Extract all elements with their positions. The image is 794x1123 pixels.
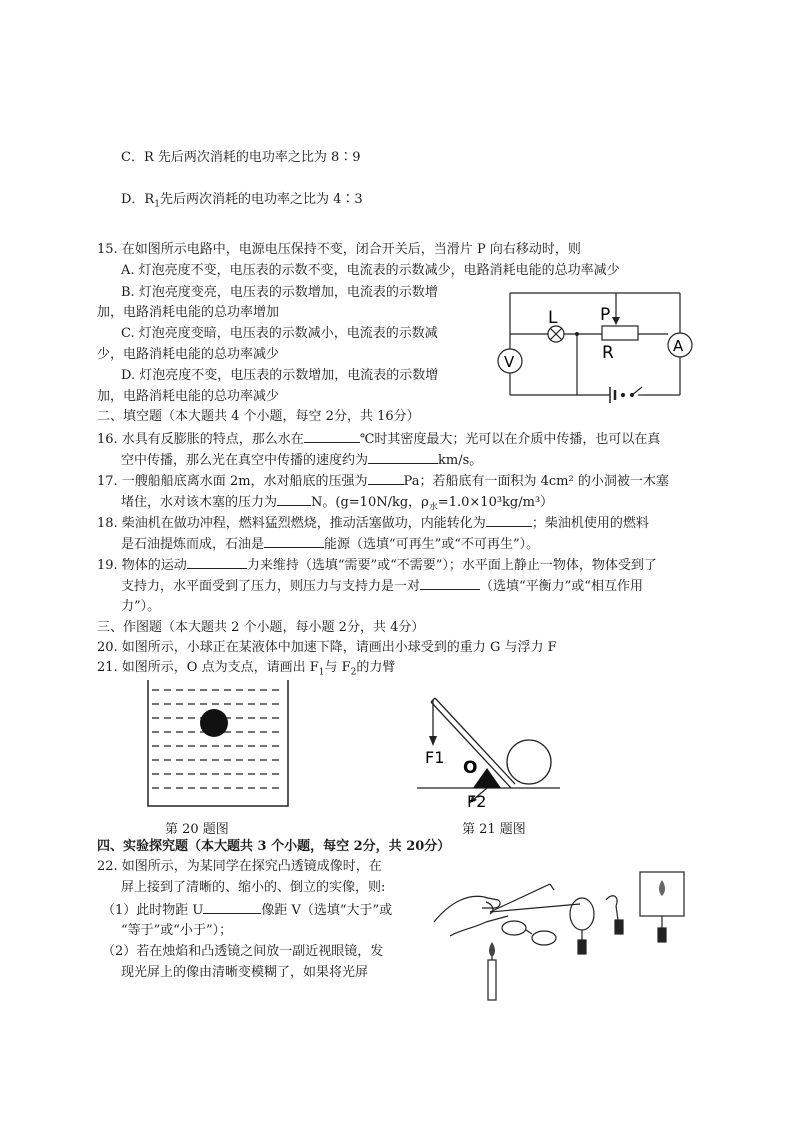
q16-line2: [121, 450, 482, 471]
fig21-label-f2: F2: [467, 792, 487, 810]
section-2-heading: 二、填空题（本大题共 4 个小题，每空 2分，共 16分）: [97, 409, 420, 424]
q14-d-pre: D．R: [121, 192, 155, 207]
q19-line2: [121, 576, 643, 597]
fig21-caption: 第 21 题图: [462, 822, 526, 837]
q22-text-b: 像距 V（选填“大于”或: [261, 903, 393, 918]
fig20-ball: [200, 709, 228, 737]
q22-line6: 现光屏上的像由清晰变模糊了，如果将光屏: [121, 965, 369, 980]
circuit-label-l: L: [548, 308, 558, 328]
q16-blank-2: [368, 450, 438, 464]
q15-option-d-line2: 加，电路消耗电能的总功率减少: [97, 389, 280, 404]
q15-circuit-diagram: [492, 283, 698, 405]
q18-text-c: 是石油提炼而成，石油是: [121, 537, 265, 552]
circuit-label-p: P: [600, 305, 611, 325]
q19-line3: 力”）。: [121, 599, 161, 614]
circuit-label-a: A: [673, 337, 684, 355]
q15-option-b-line1: B. 灯泡亮度变亮，电压表的示数增加，电流表的示数增: [121, 285, 438, 300]
q15-option-c-line1: C. 灯泡亮度变暗，电压表的示数减小，电流表的示数减: [121, 326, 438, 341]
circuit-label-v: V: [504, 353, 515, 371]
q14-option-c: C．R 先后两次消耗的电功率之比为 8∶9: [121, 150, 361, 165]
q19-blank-1: [187, 555, 247, 569]
q14-d-sub: 1: [154, 199, 160, 210]
q20-text: 20. 如图所示，小球正在某液体中加速下降，请画出小球受到的重力 G 与浮力 F: [97, 640, 557, 655]
section-4-heading: 四、实验探究题（本大题共 3 个小题，每空 2分，共 20分）: [97, 839, 451, 854]
q17-blank-1: [368, 471, 404, 485]
q16-text-c: 空中传播，那么光在真空中传播的速度约为: [121, 453, 369, 468]
fig21-lever: [415, 690, 575, 810]
fig20-caption: 第 20 题图: [165, 822, 229, 837]
q18-line2: [121, 534, 539, 555]
q22-screen-image: [659, 880, 665, 896]
q17-text-d: N。(g=10N/kg，ρ: [311, 495, 429, 510]
q15-option-b-line2: 加，电路消耗电能的总功率增加: [97, 305, 280, 320]
q19-text-b: 力来维持（选填“需要”或“不需要”）；水平面上静止一物体，物体受到了: [246, 558, 657, 573]
q22-line5: （2）若在烛焰和凸透镜之间放一副近视眼镜，发: [102, 944, 384, 959]
q22-text-a: （1）此时物距 U: [102, 903, 204, 918]
q18-blank-2: [264, 534, 324, 548]
q22-line2: 屏上接到了清晰的、缩小的、倒立的实像，则:: [121, 880, 386, 895]
q22-line1: 22. 如图所示，为某同学在探究凸透镜成像时，在: [97, 859, 382, 874]
q22-line3: [102, 900, 392, 921]
fig21-label-o: O: [463, 758, 478, 778]
q17-text-b: Pa；若船底有一面积为 4cm² 的小洞被一木塞: [403, 474, 669, 489]
q18-blank-1: [486, 513, 532, 527]
q17-rho-sub: 水: [428, 502, 438, 513]
q18-text-a: 18. 柴油机在做功冲程，燃料猛烈燃烧，推动活塞做功，内能转化为: [97, 516, 486, 531]
q15-option-c-line2: 少，电路消耗电能的总功率减少: [97, 347, 280, 362]
q17-text-a: 17. 一艘船船底离水面 2m，水对船底的压强为: [97, 474, 368, 489]
q17-text-e: =1.0×10³kg/m³）: [437, 495, 554, 510]
q21-sub-1: 1: [318, 667, 325, 678]
q17-text-c: 堵住，水对该木塞的压力为: [121, 495, 278, 510]
q16-text-b: ℃时其密度最大；光可以在介质中传播，也可以在真: [359, 432, 661, 447]
circuit-label-r: R: [602, 343, 614, 363]
fig21-label-f1: F1: [425, 748, 445, 767]
q17-line1: [97, 471, 669, 492]
q16-line1: [97, 429, 660, 450]
fig20-beaker: [140, 678, 300, 810]
q16-text-d: km/s。: [438, 453, 483, 468]
q16-blank-1: [304, 429, 360, 443]
q22-candle-flame: [489, 942, 495, 957]
q18-line1: [97, 513, 649, 534]
q15-option-d-line1: D. 灯泡亮度不变，电压表的示数增加，电流表的示数增: [121, 368, 439, 383]
q16-text-a: 16. 水具有反膨胀的特点，那么水在: [97, 432, 304, 447]
q18-text-d: 能源（选填“可再生”或“不可再生”）。: [324, 537, 540, 552]
q21-text-c: 的力臂: [356, 660, 396, 675]
q19-blank-2: [420, 576, 480, 590]
q21-text-b: 与 F: [324, 660, 351, 675]
q19-line1: [97, 555, 657, 576]
section-3-heading: 三、作图题（本大题共 2 个小题，每小题 2分，共 4分）: [97, 620, 425, 635]
q14-d-post: 先后两次消耗的电功率之比为 4∶3: [159, 192, 363, 207]
q15-option-a: A. 灯泡亮度不变，电压表的示数不变，电流表的示数减少，电路消耗电能的总功率减少: [121, 263, 620, 278]
q22-lens-experiment-figure: [430, 862, 698, 1004]
q19-text-c: 支持力，水平面受到了压力，则压力与支持力是一对: [121, 579, 421, 594]
q18-text-b: ；柴油机使用的燃料: [531, 516, 649, 531]
q19-text-a: 19. 物体的运动: [97, 558, 187, 573]
q15-stem: 15. 在如图所示电路中，电源电压保持不变，闭合开关后，当滑片 P 向右移动时，则: [97, 242, 581, 257]
q21-sub-2: 2: [350, 667, 357, 678]
q21-text-a: 21. 如图所示，O 点为支点，请画出 F: [97, 660, 319, 675]
q14-option-d: [121, 190, 363, 215]
q22-blank-1: [203, 900, 261, 914]
q22-line4: “等于”或“小于”）；: [121, 923, 233, 938]
q17-blank-2: [277, 492, 311, 506]
q19-text-d: （选填“平衡力”或“相互作用: [480, 579, 643, 594]
